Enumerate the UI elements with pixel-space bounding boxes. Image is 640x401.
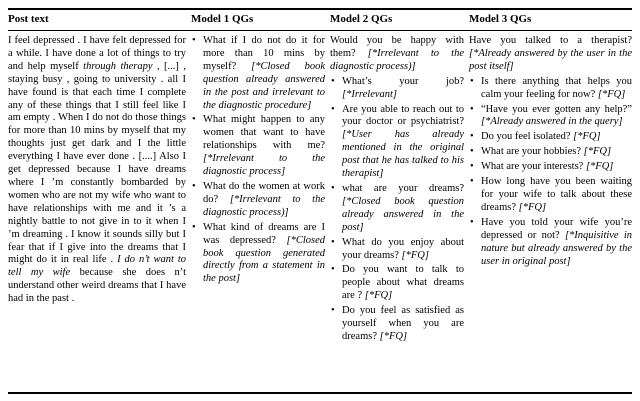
annotation-note: [*FQ] — [585, 161, 614, 173]
qg-item — [330, 237, 464, 263]
qg-item — [330, 305, 464, 344]
post-text-cell — [8, 35, 186, 392]
annotation-note: [*Inquisitive in nature but already answered by the user in original post] — [481, 229, 632, 267]
annotation-note: [*Irrelevant] — [342, 88, 398, 100]
post-segment: I feel depressed . I have felt depressed for a while. I have done a lot of things to try and help myself — [8, 35, 186, 72]
bullet-icon: • — [192, 114, 196, 126]
qg-item — [469, 76, 632, 102]
post-segment: , [...] , staying busy , going to university . all I have found is that each time I complete any of these things that I still feel like I am empty . When I do not do those things for more than 10 mins by myself that my thoughts just get dark and I the little everything I have ever done . [....] Also I get depressed because I have dreams where I ’m constantly bombarded by women who are not my wife who want to have relationships with me and it ’s a nightly battle to not give in to it when I ’m dreaming . I know it sounds silly but I fear that if I give into the dreams that I might do it in real life . — [8, 60, 186, 266]
question-text: Have you talked to a therapist? — [469, 35, 632, 46]
post-segment-italic: I do n’t want to tell my wife — [8, 254, 186, 279]
question-text: Have you told your wife you’re depressed or not? — [481, 216, 632, 241]
table-bottom-rule — [8, 392, 632, 394]
question-text: Is there anything that helps you calm your feeling for now? — [481, 75, 632, 100]
qg-item — [330, 104, 464, 181]
question-text: What do you enjoy about your dreams? — [342, 236, 464, 261]
question-text: What might happen to any women that want to have relationships with me? — [203, 114, 325, 152]
annotation-note: [*Already answered in the query] — [481, 116, 623, 128]
qg-item — [330, 35, 464, 74]
column-header-model1-qgs: Model 1 QGs — [191, 13, 254, 25]
question-text: What are your interests? — [481, 161, 584, 173]
bullet-icon: • — [331, 305, 335, 317]
question-text: What do the women at work do? — [203, 180, 325, 205]
bullet-icon: • — [470, 146, 474, 158]
bullet-icon: • — [470, 131, 474, 143]
annotation-note: [*FQ] — [573, 131, 601, 143]
annotation-note: [*Irrelevant to the diagnostic process)] — [330, 47, 464, 72]
bullet-icon: • — [192, 180, 196, 192]
post-segment-italic: through therapy — [83, 60, 153, 72]
bullet-icon: • — [470, 75, 474, 87]
qg-item — [469, 176, 632, 215]
bullet-icon: • — [331, 75, 335, 87]
annotation-note: [*Irrelevant to the diagnostic process)] — [203, 193, 325, 218]
table-body-row — [8, 31, 632, 392]
annotation-note: [*FQ] — [583, 146, 612, 158]
annotation-note: [*FQ] — [364, 290, 393, 302]
qg-item — [330, 76, 464, 102]
bullet-icon: • — [470, 103, 474, 115]
question-text: Would you be happy with them? — [330, 35, 464, 59]
qg-item — [469, 104, 632, 130]
annotation-note: [*Closed book question already answered in the post and irrelevant to the diagnostic procedure] — [203, 60, 325, 111]
post-segment: because she does n’t understand other weird dreams that I have had in the past . — [8, 267, 186, 305]
column-header-post-text: Post text — [8, 13, 49, 25]
annotation-note: [*User has already mentioned in the original post that he has talked to his therapist] — [342, 129, 464, 180]
annotation-note: [*FQ] — [401, 249, 429, 261]
qg-item — [191, 181, 325, 220]
question-text: What if I do not do it for more than 10 mins by myself? — [203, 35, 325, 72]
qg-item — [191, 222, 325, 287]
annotation-note: [*Closed book question generated directly from a statement in the post] — [203, 234, 325, 285]
question-text: what are your dreams? — [342, 182, 464, 194]
qg-item — [330, 183, 464, 235]
question-text: What’s your job? — [342, 75, 464, 87]
model2-qgs-cell — [330, 35, 464, 392]
model3-qgs-cell — [469, 35, 632, 392]
question-text: “Have you ever gotten any help?” — [481, 103, 632, 115]
bullet-icon: • — [470, 176, 474, 188]
qg-item — [469, 146, 632, 159]
bullet-icon: • — [470, 216, 474, 228]
table-header-row — [8, 10, 632, 30]
bullet-icon: • — [470, 161, 474, 173]
qg-item — [191, 35, 325, 112]
question-text: Do you feel isolated? — [481, 131, 571, 143]
qg-item — [191, 114, 325, 179]
bullet-icon: • — [192, 35, 196, 46]
question-text: How long have you been waiting for your wife to talk about these dreams? — [481, 176, 632, 213]
question-text: What kind of dreams are I was depressed? — [203, 221, 325, 246]
comparison-table — [8, 8, 632, 394]
annotation-note: [*Closed book question already answered in the post] — [342, 195, 464, 233]
model1-qgs-cell — [191, 35, 325, 392]
qg-item — [469, 161, 632, 174]
post-text — [8, 35, 186, 306]
bullet-icon: • — [331, 236, 335, 248]
question-text: What are your hobbies? — [481, 146, 582, 158]
annotation-note: [*FQ] — [597, 88, 626, 100]
qg-item — [469, 131, 632, 144]
bullet-icon: • — [331, 264, 335, 276]
annotation-note: [*Already answered by the user in the post itself] — [469, 47, 632, 72]
question-text: Do you feel as satisfied as yourself when you are dreams? — [342, 305, 464, 342]
bullet-icon: • — [331, 103, 335, 115]
question-text: Do you want to talk to people about what dreams are ? — [342, 264, 464, 302]
annotation-note: [*Irrelevant to the diagnostic process] — [203, 153, 325, 178]
qg-item — [330, 264, 464, 303]
bullet-icon: • — [192, 221, 196, 233]
annotation-note: [*FQ] — [379, 330, 408, 342]
column-header-model2-qgs: Model 2 QGs — [330, 13, 393, 25]
annotation-note: [*FQ] — [518, 201, 547, 213]
qg-item — [469, 35, 632, 74]
question-text: Are you able to reach out to your doctor or psychiatrist? — [342, 103, 464, 128]
qg-item — [469, 217, 632, 269]
column-header-model3-qgs: Model 3 QGs — [469, 13, 532, 25]
bullet-icon: • — [331, 182, 335, 194]
